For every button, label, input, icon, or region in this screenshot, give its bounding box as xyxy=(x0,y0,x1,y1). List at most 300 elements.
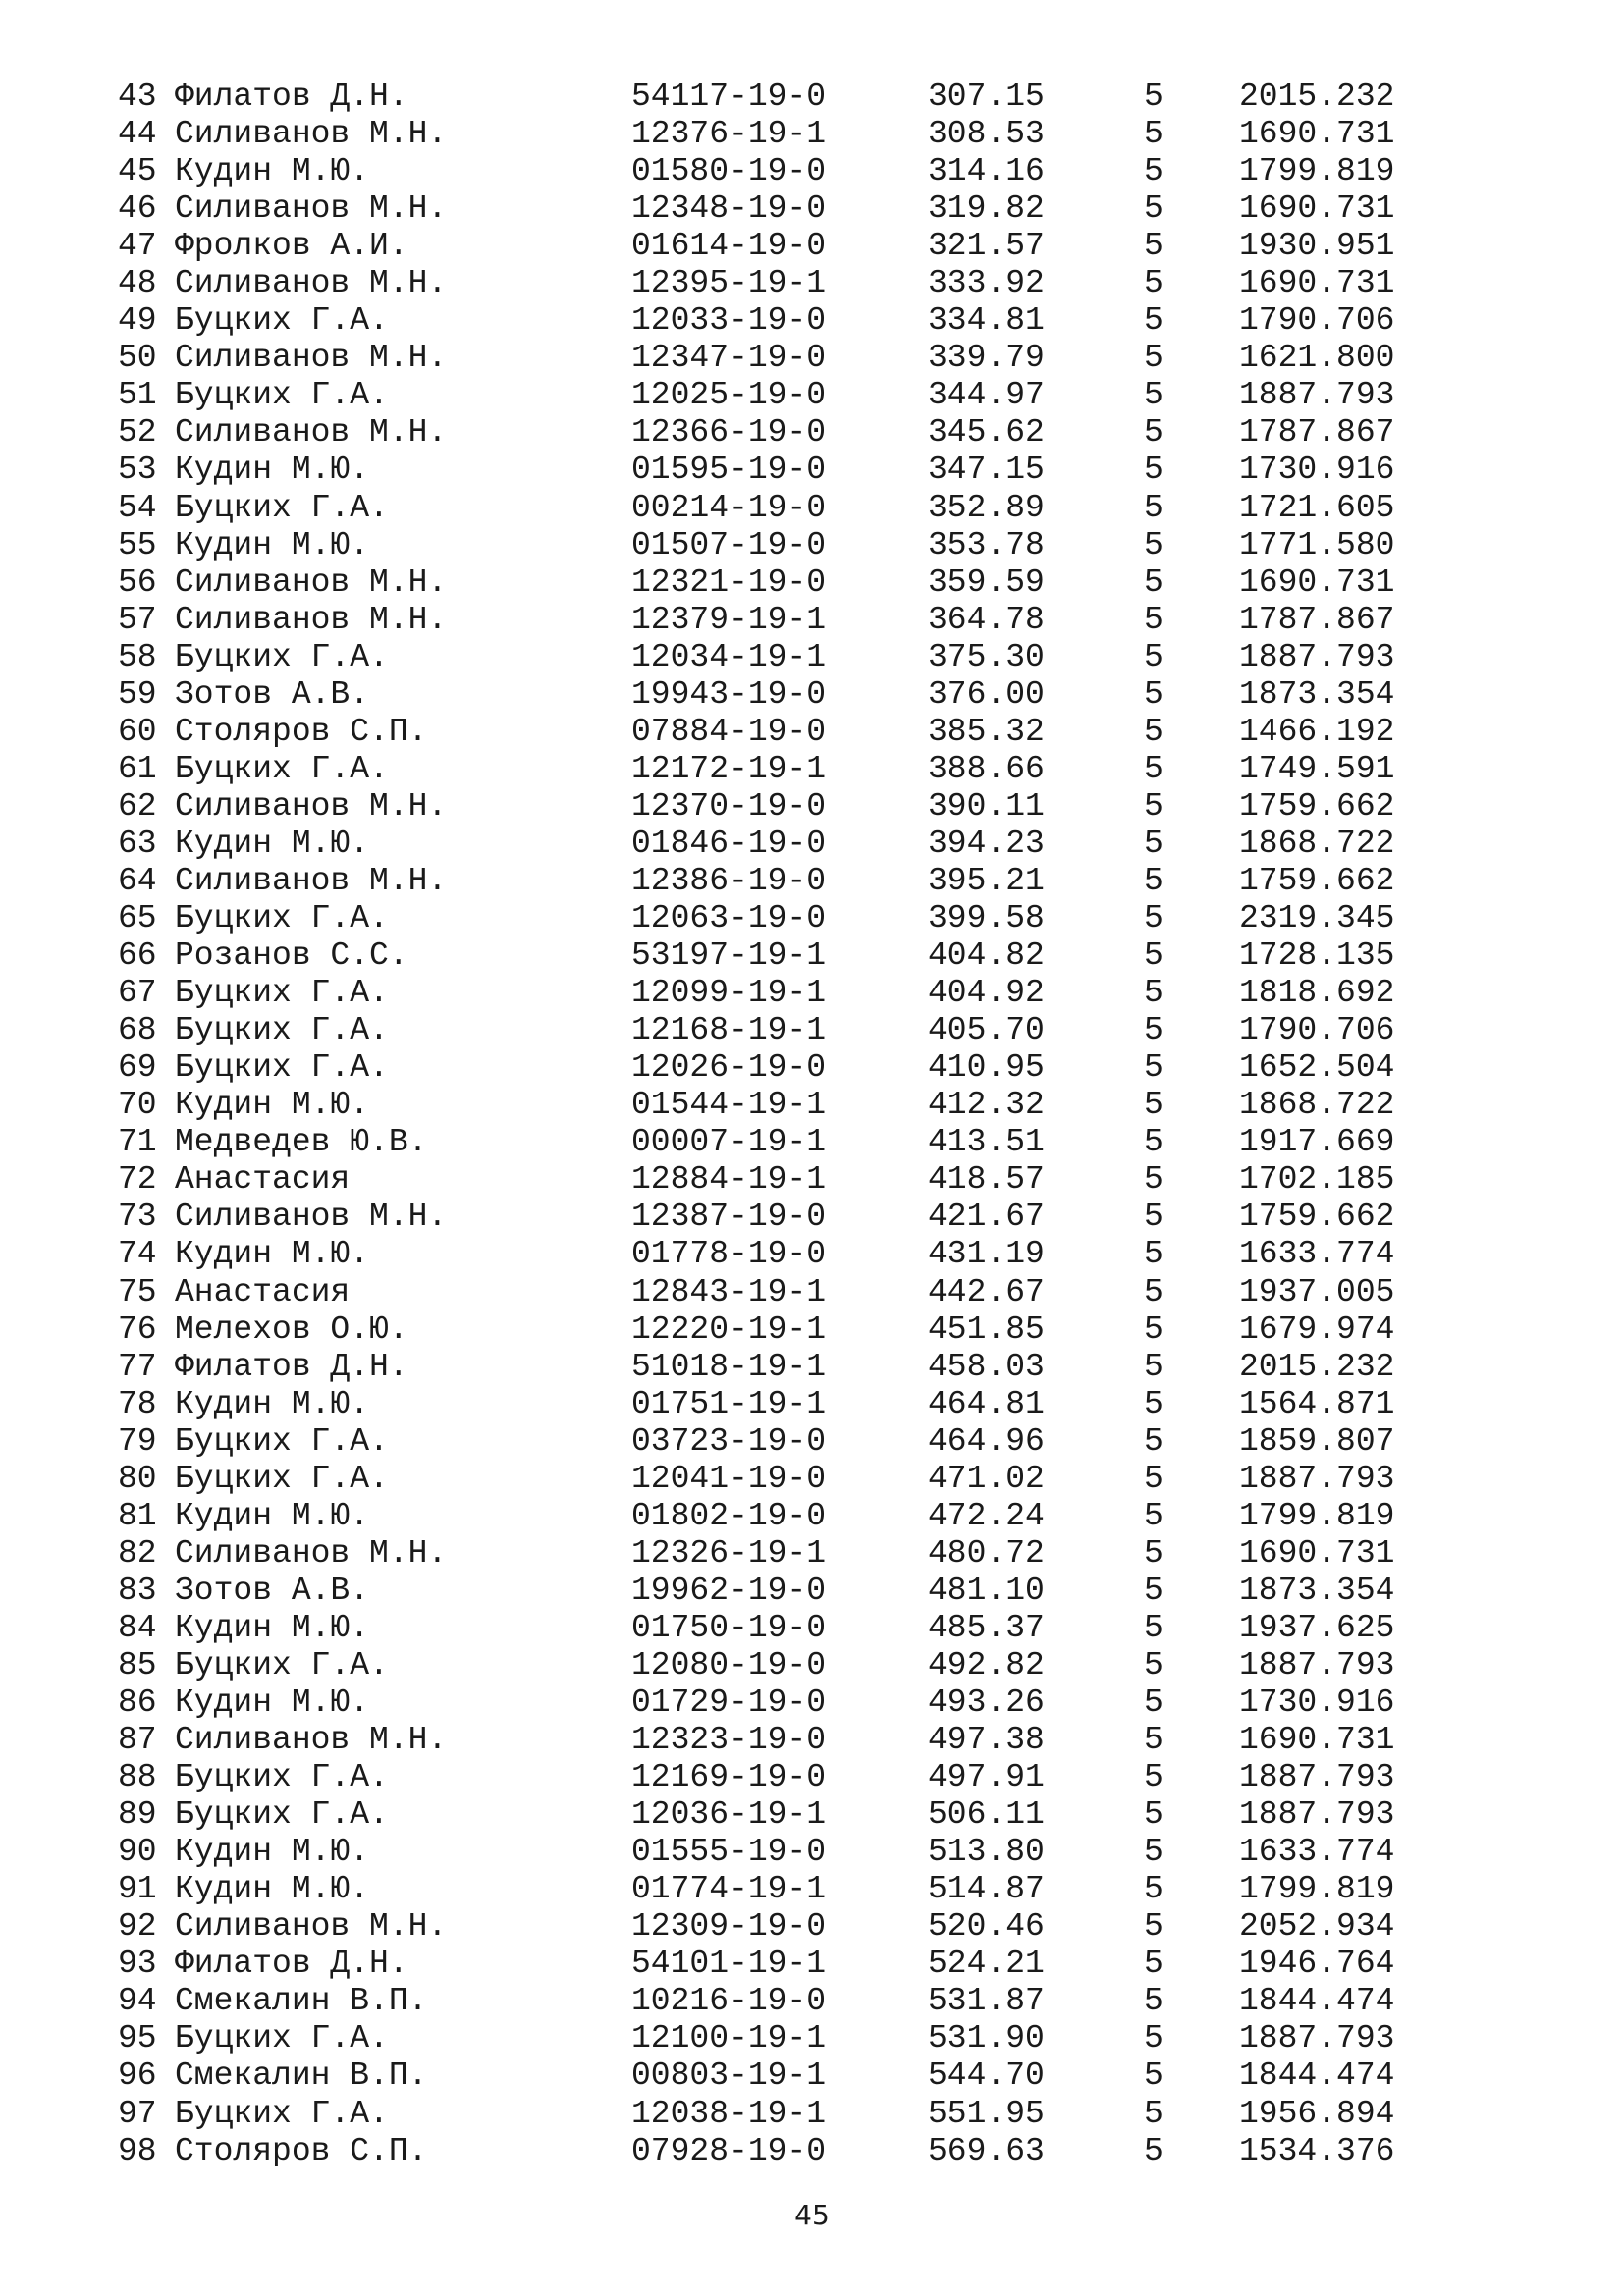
row-code: 01774-19-1 xyxy=(631,1871,827,1908)
row-code: 00007-19-1 xyxy=(631,1124,827,1161)
row-number: 89 xyxy=(118,1796,157,1834)
row-grade: 5 xyxy=(1144,1348,1164,1385)
row-grade: 5 xyxy=(1144,526,1164,563)
row-score: 1887.793 xyxy=(1239,2020,1395,2057)
row-number: 56 xyxy=(118,563,157,601)
row-grade: 5 xyxy=(1144,377,1164,414)
row-score: 1466.192 xyxy=(1239,713,1395,750)
row-score: 1887.793 xyxy=(1239,1646,1395,1683)
row-name: Буцких Г.А. xyxy=(175,1422,389,1460)
row-score: 1730.916 xyxy=(1239,1684,1395,1722)
row-number: 49 xyxy=(118,302,157,340)
row-grade: 5 xyxy=(1144,1722,1164,1759)
row-number: 57 xyxy=(118,601,157,638)
row-grade: 5 xyxy=(1144,1385,1164,1422)
row-name: Смекалин В.П. xyxy=(175,1983,428,2020)
row-code: 12034-19-1 xyxy=(631,638,827,675)
row-value: 485.37 xyxy=(928,1609,1045,1646)
row-value: 359.59 xyxy=(928,563,1045,601)
row-value: 399.58 xyxy=(928,900,1045,937)
row-value: 345.62 xyxy=(928,414,1045,452)
table-row xyxy=(118,1274,1453,1311)
row-value: 395.21 xyxy=(928,862,1045,899)
row-grade: 5 xyxy=(1144,975,1164,1012)
row-grade: 5 xyxy=(1144,1534,1164,1572)
row-name: Анастасия xyxy=(175,1161,351,1199)
row-code: 12025-19-0 xyxy=(631,377,827,414)
row-number: 81 xyxy=(118,1497,157,1534)
row-name: Кудин М.Ю. xyxy=(175,1385,370,1422)
row-name: Силиванов М.Н. xyxy=(175,265,448,302)
row-grade: 5 xyxy=(1144,1983,1164,2020)
row-code: 12884-19-1 xyxy=(631,1161,827,1199)
row-value: 390.11 xyxy=(928,787,1045,825)
row-grade: 5 xyxy=(1144,638,1164,675)
row-number: 79 xyxy=(118,1422,157,1460)
row-name: Кудин М.Ю. xyxy=(175,1684,370,1722)
row-code: 01614-19-0 xyxy=(631,228,827,265)
row-number: 51 xyxy=(118,377,157,414)
row-number: 66 xyxy=(118,937,157,975)
row-value: 497.91 xyxy=(928,1759,1045,1796)
row-code: 00214-19-0 xyxy=(631,489,827,526)
row-code: 12172-19-1 xyxy=(631,750,827,787)
table-row xyxy=(118,1236,1453,1273)
row-score: 1844.474 xyxy=(1239,1983,1395,2020)
row-name: Буцких Г.А. xyxy=(175,1759,389,1796)
row-score: 1818.692 xyxy=(1239,975,1395,1012)
table-row xyxy=(118,1423,1453,1461)
row-code: 01544-19-1 xyxy=(631,1087,827,1124)
row-number: 75 xyxy=(118,1273,157,1310)
table-row xyxy=(118,2020,1453,2057)
row-number: 71 xyxy=(118,1124,157,1161)
row-score: 1771.580 xyxy=(1239,526,1395,563)
row-name: Кудин М.Ю. xyxy=(175,452,370,489)
table-row xyxy=(118,676,1453,714)
row-name: Буцких Г.А. xyxy=(175,2020,389,2057)
row-number: 74 xyxy=(118,1236,157,1273)
row-score: 2052.934 xyxy=(1239,1908,1395,1946)
row-name: Буцких Г.А. xyxy=(175,377,389,414)
row-score: 1690.731 xyxy=(1239,1722,1395,1759)
row-name: Буцких Г.А. xyxy=(175,638,389,675)
row-code: 53197-19-1 xyxy=(631,937,827,975)
row-number: 63 xyxy=(118,825,157,862)
row-code: 01555-19-0 xyxy=(631,1834,827,1871)
row-grade: 5 xyxy=(1144,2020,1164,2057)
row-grade: 5 xyxy=(1144,1497,1164,1534)
row-name: Буцких Г.А. xyxy=(175,750,389,787)
table-row xyxy=(118,527,1453,564)
table-row xyxy=(118,1573,1453,1610)
row-number: 43 xyxy=(118,79,157,115)
row-code: 00803-19-1 xyxy=(631,2057,827,2095)
row-name: Филатов Д.Н. xyxy=(175,1348,408,1385)
table-row xyxy=(118,564,1453,602)
row-name: Силиванов М.Н. xyxy=(175,190,448,228)
row-code: 12843-19-1 xyxy=(631,1273,827,1310)
row-code: 01729-19-0 xyxy=(631,1684,827,1722)
row-code: 12041-19-0 xyxy=(631,1460,827,1497)
row-value: 412.32 xyxy=(928,1087,1045,1124)
row-number: 58 xyxy=(118,638,157,675)
row-score: 1887.793 xyxy=(1239,1759,1395,1796)
row-code: 07884-19-0 xyxy=(631,713,827,750)
row-name: Мелехов О.Ю. xyxy=(175,1310,408,1348)
row-code: 01778-19-0 xyxy=(631,1236,827,1273)
row-value: 431.19 xyxy=(928,1236,1045,1273)
row-code: 54101-19-1 xyxy=(631,1946,827,1983)
row-value: 339.79 xyxy=(928,340,1045,377)
row-number: 82 xyxy=(118,1534,157,1572)
row-grade: 5 xyxy=(1144,1273,1164,1310)
row-number: 65 xyxy=(118,900,157,937)
row-name: Буцких Г.А. xyxy=(175,1796,389,1834)
row-value: 334.81 xyxy=(928,302,1045,340)
table-row xyxy=(118,602,1453,639)
row-number: 50 xyxy=(118,340,157,377)
row-name: Кудин М.Ю. xyxy=(175,1236,370,1273)
row-code: 01595-19-0 xyxy=(631,452,827,489)
row-score: 1799.819 xyxy=(1239,1497,1395,1534)
row-grade: 5 xyxy=(1144,900,1164,937)
row-grade: 5 xyxy=(1144,2095,1164,2132)
row-code: 12309-19-0 xyxy=(631,1908,827,1946)
row-score: 1633.774 xyxy=(1239,1236,1395,1273)
row-score: 1937.625 xyxy=(1239,1609,1395,1646)
row-name: Силиванов М.Н. xyxy=(175,116,448,153)
row-score: 1728.135 xyxy=(1239,937,1395,975)
row-number: 55 xyxy=(118,526,157,563)
row-grade: 5 xyxy=(1144,340,1164,377)
row-grade: 5 xyxy=(1144,414,1164,452)
row-number: 68 xyxy=(118,1012,157,1049)
row-number: 62 xyxy=(118,787,157,825)
table-row xyxy=(118,1161,1453,1199)
row-code: 12026-19-0 xyxy=(631,1049,827,1087)
row-code: 12376-19-1 xyxy=(631,116,827,153)
row-value: 388.66 xyxy=(928,750,1045,787)
row-value: 471.02 xyxy=(928,1460,1045,1497)
row-value: 344.97 xyxy=(928,377,1045,414)
row-number: 90 xyxy=(118,1834,157,1871)
row-number: 52 xyxy=(118,414,157,452)
row-name: Кудин М.Ю. xyxy=(175,1871,370,1908)
row-code: 01750-19-0 xyxy=(631,1609,827,1646)
row-code: 12348-19-0 xyxy=(631,190,827,228)
row-code: 12038-19-1 xyxy=(631,2095,827,2132)
row-value: 353.78 xyxy=(928,526,1045,563)
row-name: Буцких Г.А. xyxy=(175,1460,389,1497)
row-value: 404.92 xyxy=(928,975,1045,1012)
row-value: 307.15 xyxy=(928,79,1045,115)
row-score: 1621.800 xyxy=(1239,340,1395,377)
row-name: Кудин М.Ю. xyxy=(175,1087,370,1124)
row-score: 1749.591 xyxy=(1239,750,1395,787)
row-score: 1633.774 xyxy=(1239,1834,1395,1871)
row-grade: 5 xyxy=(1144,563,1164,601)
row-grade: 5 xyxy=(1144,1684,1164,1722)
row-code: 12387-19-0 xyxy=(631,1199,827,1236)
row-number: 91 xyxy=(118,1871,157,1908)
table-row xyxy=(118,1796,1453,1834)
row-grade: 5 xyxy=(1144,1049,1164,1087)
row-grade: 5 xyxy=(1144,675,1164,713)
row-code: 03723-19-0 xyxy=(631,1422,827,1460)
row-value: 506.11 xyxy=(928,1796,1045,1834)
row-score: 1937.005 xyxy=(1239,1273,1395,1310)
row-value: 385.32 xyxy=(928,713,1045,750)
page-number: 45 xyxy=(794,2199,830,2231)
table-row xyxy=(118,1908,1453,1946)
row-score: 1859.807 xyxy=(1239,1422,1395,1460)
row-name: Буцких Г.А. xyxy=(175,1012,389,1049)
row-score: 1721.605 xyxy=(1239,489,1395,526)
row-value: 513.80 xyxy=(928,1834,1045,1871)
row-name: Буцких Г.А. xyxy=(175,975,389,1012)
row-grade: 5 xyxy=(1144,1871,1164,1908)
row-name: Силиванов М.Н. xyxy=(175,414,448,452)
table-row xyxy=(118,1124,1453,1161)
table-row xyxy=(118,302,1453,340)
row-code: 12395-19-1 xyxy=(631,265,827,302)
row-grade: 5 xyxy=(1144,153,1164,190)
table-row xyxy=(118,377,1453,414)
table-row xyxy=(118,863,1453,900)
row-grade: 5 xyxy=(1144,1161,1164,1199)
row-name: Кудин М.Ю. xyxy=(175,1497,370,1534)
row-value: 544.70 xyxy=(928,2057,1045,2095)
row-name: Кудин М.Ю. xyxy=(175,526,370,563)
row-code: 12366-19-0 xyxy=(631,414,827,452)
row-name: Анастасия xyxy=(175,1273,351,1310)
row-number: 48 xyxy=(118,265,157,302)
row-number: 53 xyxy=(118,452,157,489)
table-row xyxy=(118,2133,1453,2170)
row-score: 1799.819 xyxy=(1239,1871,1395,1908)
row-number: 70 xyxy=(118,1087,157,1124)
row-code: 12100-19-1 xyxy=(631,2020,827,2057)
row-value: 481.10 xyxy=(928,1572,1045,1609)
row-value: 492.82 xyxy=(928,1646,1045,1683)
table-row xyxy=(118,1498,1453,1535)
row-value: 531.90 xyxy=(928,2020,1045,2057)
table-row xyxy=(118,1199,1453,1236)
row-score: 1564.871 xyxy=(1239,1385,1395,1422)
row-grade: 5 xyxy=(1144,937,1164,975)
row-value: 410.95 xyxy=(928,1049,1045,1087)
row-grade: 5 xyxy=(1144,452,1164,489)
row-name: Зотов А.В. xyxy=(175,1572,370,1609)
row-grade: 5 xyxy=(1144,228,1164,265)
row-name: Буцких Г.А. xyxy=(175,302,389,340)
row-score: 1956.894 xyxy=(1239,2095,1395,2132)
row-code: 12168-19-1 xyxy=(631,1012,827,1049)
row-code: 12323-19-0 xyxy=(631,1722,827,1759)
row-number: 80 xyxy=(118,1460,157,1497)
row-code: 12370-19-0 xyxy=(631,787,827,825)
row-name: Буцких Г.А. xyxy=(175,900,389,937)
table-row xyxy=(118,190,1453,228)
table-row xyxy=(118,714,1453,751)
row-code: 51018-19-1 xyxy=(631,1348,827,1385)
table-row xyxy=(118,2096,1453,2133)
row-score: 1844.474 xyxy=(1239,2057,1395,2095)
row-code: 12036-19-1 xyxy=(631,1796,827,1834)
row-value: 551.95 xyxy=(928,2095,1045,2132)
table-row xyxy=(118,1049,1453,1087)
table-row xyxy=(118,937,1453,975)
row-score: 2015.232 xyxy=(1239,1348,1395,1385)
row-value: 375.30 xyxy=(928,638,1045,675)
row-grade: 5 xyxy=(1144,489,1164,526)
row-value: 569.63 xyxy=(928,2132,1045,2169)
row-grade: 5 xyxy=(1144,1796,1164,1834)
row-score: 1690.731 xyxy=(1239,116,1395,153)
table-row xyxy=(118,1012,1453,1049)
row-score: 1790.706 xyxy=(1239,302,1395,340)
row-grade: 5 xyxy=(1144,265,1164,302)
table-row xyxy=(118,1871,1453,1908)
row-grade: 5 xyxy=(1144,2057,1164,2095)
row-code: 01580-19-0 xyxy=(631,153,827,190)
row-number: 73 xyxy=(118,1199,157,1236)
row-code: 12379-19-1 xyxy=(631,601,827,638)
row-name: Медведев Ю.В. xyxy=(175,1124,428,1161)
row-grade: 5 xyxy=(1144,1310,1164,1348)
row-code: 12347-19-0 xyxy=(631,340,827,377)
row-number: 77 xyxy=(118,1348,157,1385)
row-score: 1652.504 xyxy=(1239,1049,1395,1087)
row-code: 12063-19-0 xyxy=(631,900,827,937)
row-number: 87 xyxy=(118,1722,157,1759)
table-row xyxy=(118,975,1453,1012)
row-score: 1887.793 xyxy=(1239,1796,1395,1834)
row-grade: 5 xyxy=(1144,1460,1164,1497)
row-grade: 5 xyxy=(1144,79,1164,115)
row-code: 12220-19-1 xyxy=(631,1310,827,1348)
row-number: 54 xyxy=(118,489,157,526)
row-value: 480.72 xyxy=(928,1534,1045,1572)
row-value: 418.57 xyxy=(928,1161,1045,1199)
table-row xyxy=(118,1610,1453,1647)
row-code: 10216-19-0 xyxy=(631,1983,827,2020)
row-name: Кудин М.Ю. xyxy=(175,1834,370,1871)
row-number: 59 xyxy=(118,675,157,713)
row-grade: 5 xyxy=(1144,1012,1164,1049)
row-number: 92 xyxy=(118,1908,157,1946)
row-score: 1946.764 xyxy=(1239,1946,1395,1983)
row-grade: 5 xyxy=(1144,1087,1164,1124)
row-grade: 5 xyxy=(1144,1759,1164,1796)
row-value: 464.96 xyxy=(928,1422,1045,1460)
row-name: Кудин М.Ю. xyxy=(175,1609,370,1646)
row-code: 01846-19-0 xyxy=(631,825,827,862)
row-score: 1787.867 xyxy=(1239,601,1395,638)
table-row xyxy=(118,2057,1453,2095)
row-name: Силиванов М.Н. xyxy=(175,787,448,825)
row-code: 01802-19-0 xyxy=(631,1497,827,1534)
row-number: 69 xyxy=(118,1049,157,1087)
row-grade: 5 xyxy=(1144,1422,1164,1460)
row-value: 347.15 xyxy=(928,452,1045,489)
row-number: 85 xyxy=(118,1646,157,1683)
row-grade: 5 xyxy=(1144,1199,1164,1236)
row-grade: 5 xyxy=(1144,601,1164,638)
row-score: 1759.662 xyxy=(1239,862,1395,899)
row-value: 442.67 xyxy=(928,1273,1045,1310)
row-grade: 5 xyxy=(1144,750,1164,787)
row-grade: 5 xyxy=(1144,787,1164,825)
row-name: Силиванов М.Н. xyxy=(175,862,448,899)
row-score: 1759.662 xyxy=(1239,787,1395,825)
row-number: 84 xyxy=(118,1609,157,1646)
table-row xyxy=(118,1349,1453,1386)
table-row xyxy=(118,1946,1453,1983)
row-score: 1690.731 xyxy=(1239,1534,1395,1572)
row-number: 98 xyxy=(118,2132,157,2169)
row-name: Столяров С.П. xyxy=(175,713,428,750)
row-value: 514.87 xyxy=(928,1871,1045,1908)
row-score: 1679.974 xyxy=(1239,1310,1395,1348)
row-code: 54117-19-0 xyxy=(631,79,827,115)
row-name: Кудин М.Ю. xyxy=(175,825,370,862)
row-name: Силиванов М.Н. xyxy=(175,601,448,638)
row-score: 2319.345 xyxy=(1239,900,1395,937)
row-code: 19962-19-0 xyxy=(631,1572,827,1609)
row-value: 451.85 xyxy=(928,1310,1045,1348)
table-row xyxy=(118,1461,1453,1498)
table-row xyxy=(118,751,1453,788)
row-score: 1917.669 xyxy=(1239,1124,1395,1161)
table-row xyxy=(118,1983,1453,2020)
row-code: 12169-19-0 xyxy=(631,1759,827,1796)
row-score: 1873.354 xyxy=(1239,675,1395,713)
row-score: 1534.376 xyxy=(1239,2132,1395,2169)
row-number: 97 xyxy=(118,2095,157,2132)
row-number: 47 xyxy=(118,228,157,265)
row-score: 1690.731 xyxy=(1239,265,1395,302)
row-code: 12033-19-0 xyxy=(631,302,827,340)
row-number: 96 xyxy=(118,2057,157,2095)
row-name: Силиванов М.Н. xyxy=(175,563,448,601)
row-name: Буцких Г.А. xyxy=(175,1049,389,1087)
row-name: Филатов Д.Н. xyxy=(175,79,408,115)
row-value: 404.82 xyxy=(928,937,1045,975)
row-value: 319.82 xyxy=(928,190,1045,228)
row-number: 46 xyxy=(118,190,157,228)
row-score: 1790.706 xyxy=(1239,1012,1395,1049)
row-code: 12099-19-1 xyxy=(631,975,827,1012)
row-code: 01507-19-0 xyxy=(631,526,827,563)
row-grade: 5 xyxy=(1144,1646,1164,1683)
row-number: 72 xyxy=(118,1161,157,1199)
row-score: 1868.722 xyxy=(1239,1087,1395,1124)
row-grade: 5 xyxy=(1144,1572,1164,1609)
row-score: 1690.731 xyxy=(1239,190,1395,228)
row-value: 364.78 xyxy=(928,601,1045,638)
row-name: Силиванов М.Н. xyxy=(175,1722,448,1759)
row-code: 12080-19-0 xyxy=(631,1646,827,1683)
row-value: 405.70 xyxy=(928,1012,1045,1049)
table-row xyxy=(118,1087,1453,1124)
row-name: Силиванов М.Н. xyxy=(175,1534,448,1572)
row-grade: 5 xyxy=(1144,825,1164,862)
row-name: Буцких Г.А. xyxy=(175,1646,389,1683)
table-row xyxy=(118,826,1453,863)
row-score: 1690.731 xyxy=(1239,563,1395,601)
